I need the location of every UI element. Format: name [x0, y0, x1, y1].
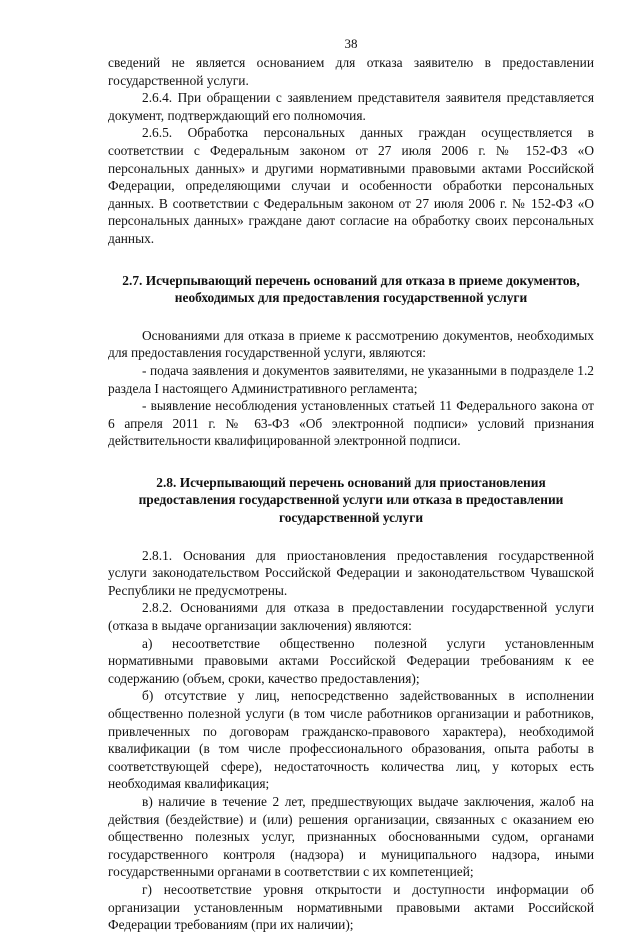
paragraph-2-6-4: 2.6.4. При обращении с заявлением представителя заявителя представляется документ, подтверждающий его полномочия.	[108, 90, 594, 123]
list-item-2-8-a: а) несоответствие общественно полезной услуги установленным нормативными правовыми актами Российской Федерации требованиям к ее содержанию (объем, сроки, качество предоставления);	[108, 635, 594, 686]
list-item-2-8-c: в) наличие в течение 2 лет, предшествующих выдаче заключения, жалоб на действия (бездействие) и (или) решения организации, связанных с оказанием ею общественно полезных услуг, признанных обоснованными судом, органами государственного контроля (надзора) и муниципального надзора, иными государственными органами в соответствии с их компетенцией;	[108, 793, 594, 880]
page-number: 38	[344, 36, 358, 51]
paragraph-2-8-2: 2.8.2. Основаниями для отказа в предоставлении государственной услуги (отказа в выдаче организации заключения) являются:	[108, 600, 594, 634]
document-page	[108, 36, 594, 934]
paragraph-continuation: сведений не является основанием для отказа заявителю в предоставлении государственной услуги.	[108, 55, 594, 88]
list-item-2-7-b: - выявление несоблюдения установленных статьей 11 Федерального закона от 6 апреля 2011 г. № 63-ФЗ «Об электронной подписи» условий признания действительности квалифицированной электронной подписи.	[108, 398, 594, 449]
paragraph-2-8-1: 2.8.1. Основания для приостановления предоставления государственной услуги законодательством Российской Федерации и законодательством Чувашской Республики не предусмотрены.	[108, 547, 594, 598]
list-item-2-7-a: - подача заявления и документов заявителями, не указанными в подразделе 1.2 раздела I настоящего Административного регламента;	[108, 362, 594, 396]
section-heading-2-8: 2.8. Исчерпывающий перечень оснований для приостановления предоставления государственной услуги или отказа в предоставлении государственной услуги	[138, 474, 564, 526]
list-item-2-8-b: б) отсутствие у лиц, непосредственно задействованных в исполнении общественно полезной услуги (в том числе работников организации и работников, привлеченных по договорам гражданско-правового характера), необходимой квалификации (в том числе профессионального образования, опыта работы в соответствующей сфере), недостаточность количества лиц, у которых есть необходимая квалификация;	[108, 688, 594, 792]
paragraph-2-7-intro: Основаниями для отказа в приеме к рассмотрению документов, необходимых для предоставления государственной услуги, являются:	[108, 327, 594, 361]
list-item-2-8-d: г) несоответствие уровня открытости и доступности информации об организации установленным нормативными правовыми актами Российской Федерации требованиям (при их наличии);	[108, 881, 594, 933]
section-heading-2-7: 2.7. Исчерпывающий перечень оснований для отказа в приеме документов, необходимых для предоставления государственной услуги	[122, 272, 580, 306]
paragraph-2-6-5: 2.6.5. Обработка персональных данных граждан осуществляется в соответствии с Федеральным законом от 27 июля 2006 г. № 152-ФЗ «О персональных данных» и другими нормативными правовыми актами Российской Федерации, определяющими случаи и особенности обработки персональных данных. В соответствии с Федеральным законом от 27 июля 2006 г. № 152-ФЗ «О персональных данных» граждане дают согласие на обработку своих персональных данных.	[108, 125, 594, 246]
